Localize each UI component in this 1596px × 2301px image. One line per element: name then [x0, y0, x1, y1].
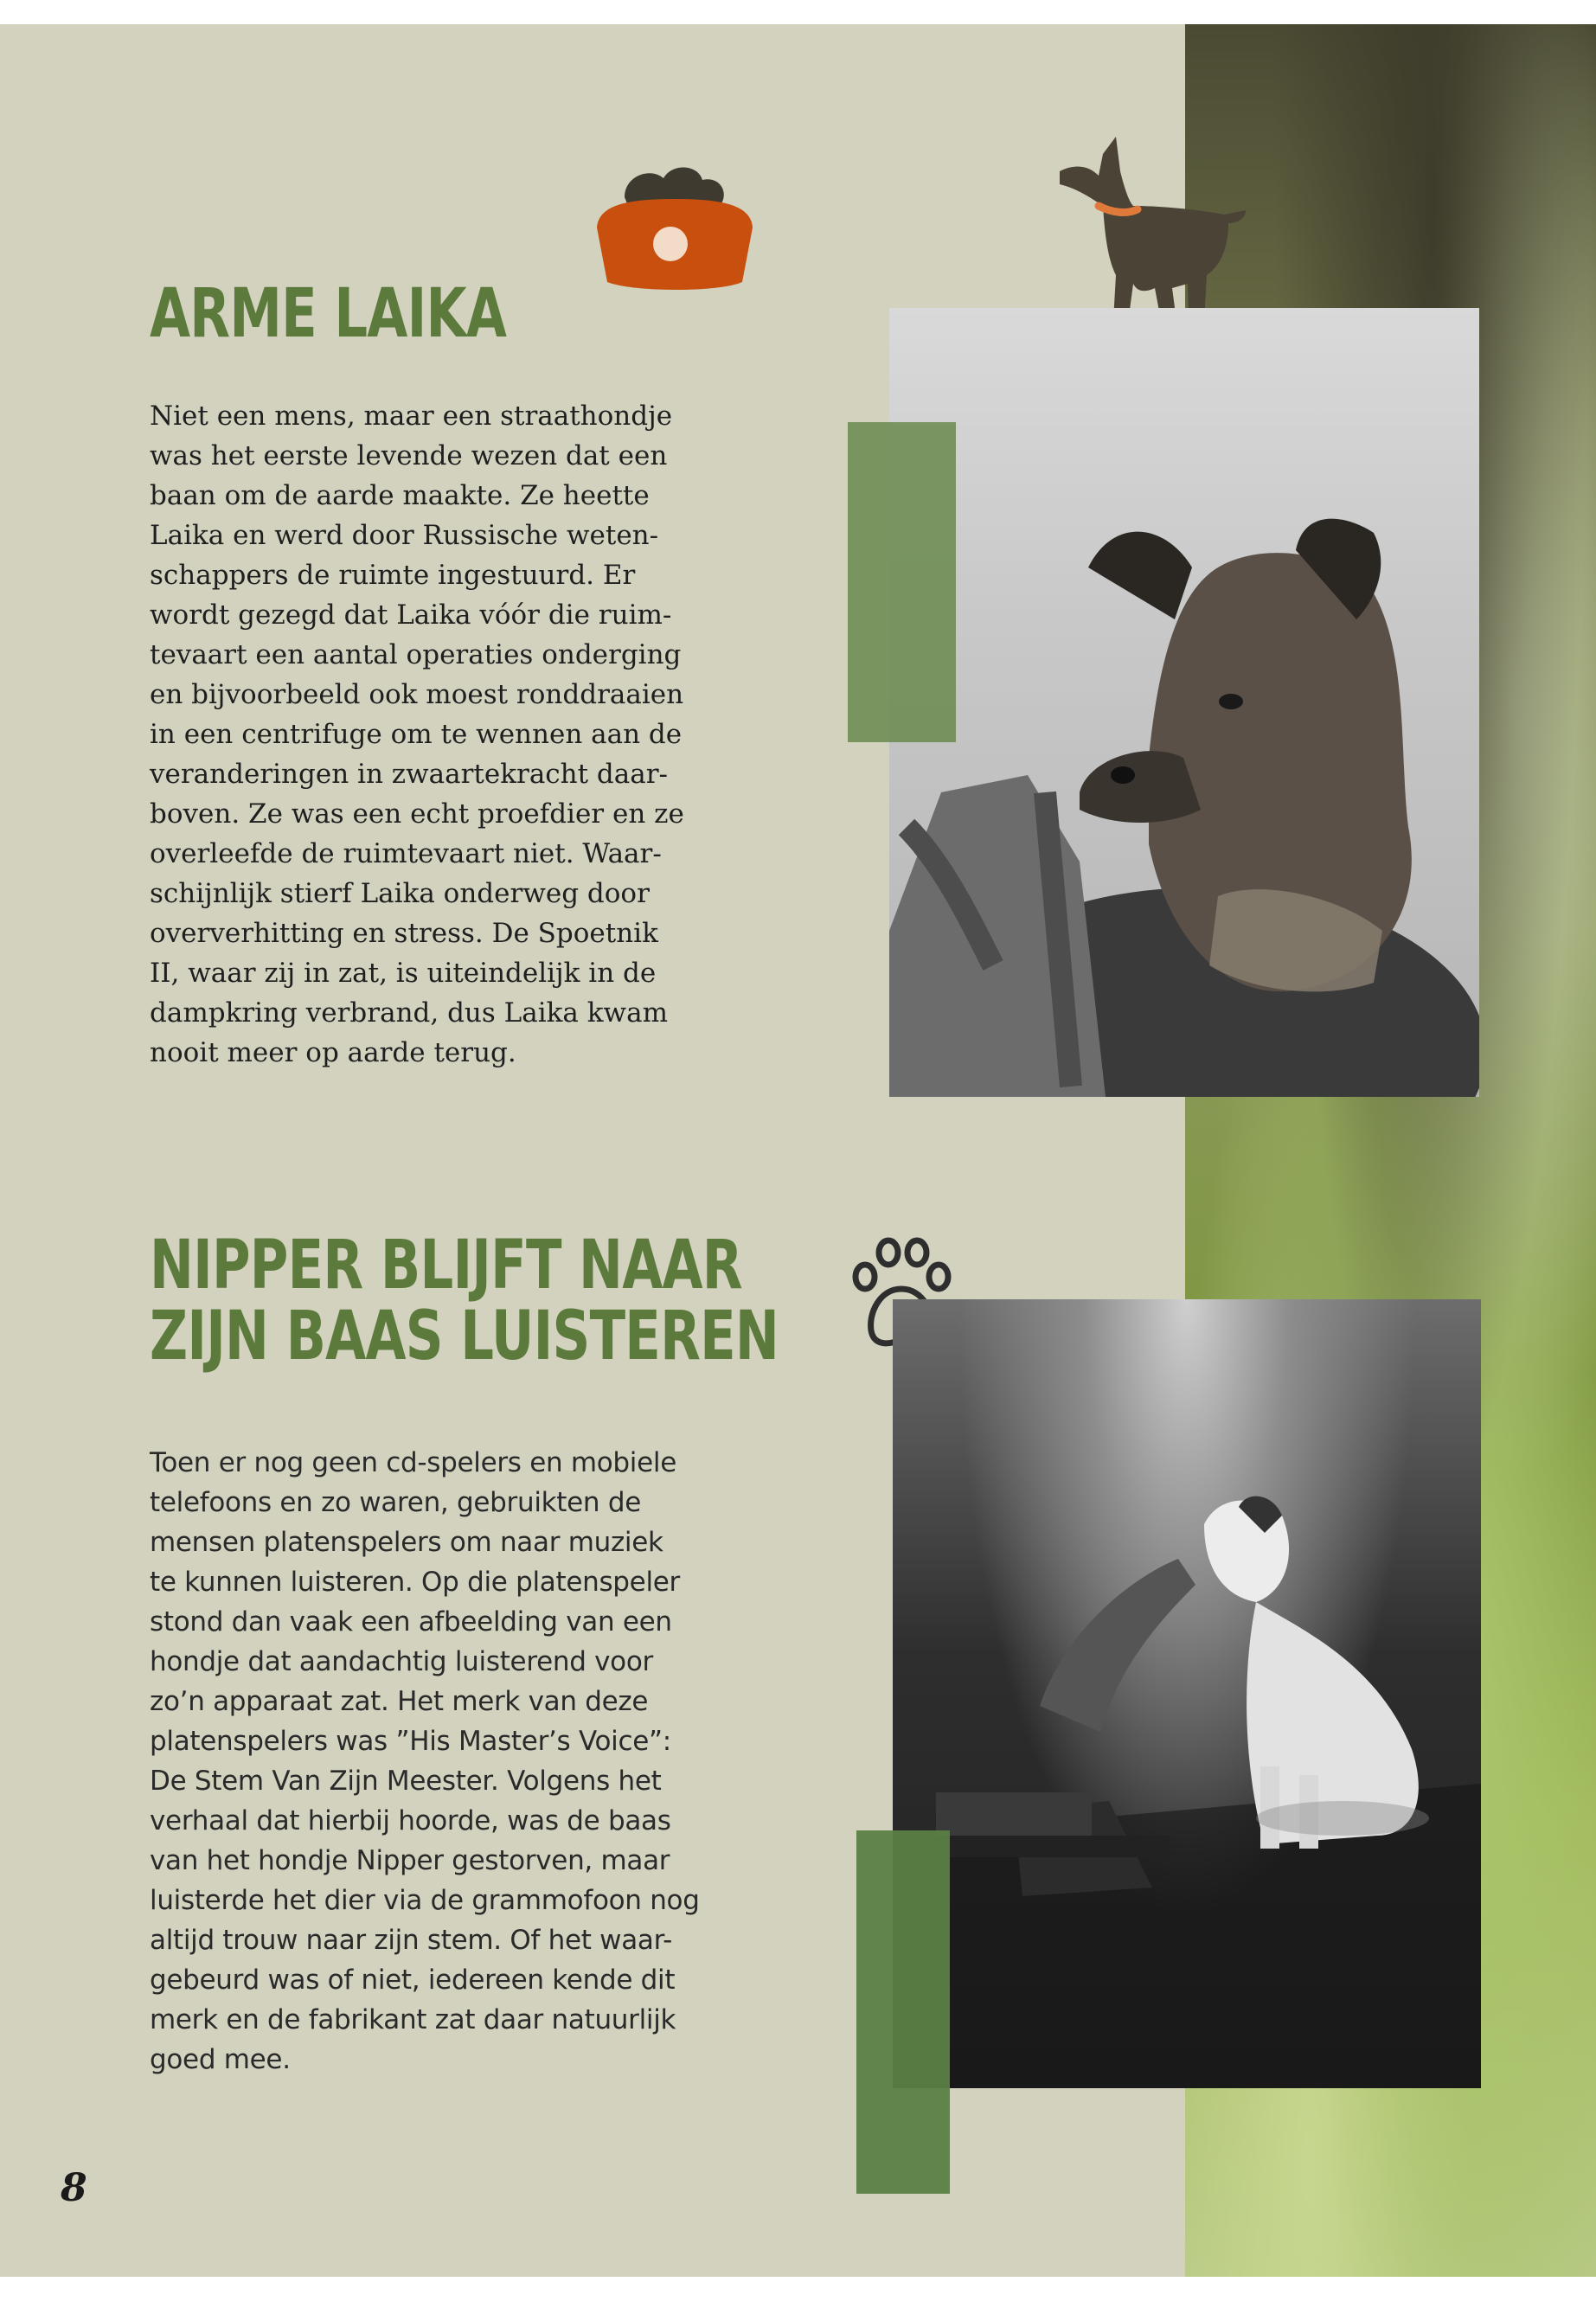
nipper-heading	[150, 1227, 779, 1375]
dog-food-bowl-icon	[590, 145, 760, 297]
nipper-body-text: Toen er nog geen cd-spelers en mobiele telefoons en zo waren, gebruikten de mensen platenspelers om naar muziek te kunnen luisteren. Op die platenspeler stond dan vaak een afbeelding van een hondje dat aandachtig luisterend voor zo’n apparaat zat. Het merk van deze platenspelers was ”His Master’s Voice”: De Stem Van Zijn Meester. Volgens het verhaal dat hierbij hoorde, was de baas van het hondje Nipper gestorven, maar luisterde het dier via de grammofoon nog altijd trouw naar zijn stem. Of het waar- gebeurd was of niet, iedereen kende dit merk en de fabrikant zat daar natuurlijk goed mee.	[150, 1447, 700, 2075]
decorative-tape	[848, 422, 956, 742]
laika-body-text: Niet een mens, maar een straathondje was het eerste levende wezen dat een baan om de aarde maakte. Ze heette Laika en werd door Russische weten- schappers de ruimte ingestuurd. Er wordt gezegd dat Laika vóór die ruim- tevaart een aantal operaties onderging en bijvoorbeeld ook moest ronddraaien in een centrifuge om te wennen aan de veranderingen in zwaartekracht daar- boven. Ze was een echt proefdier en ze overleefde de ruimtevaart niet. Waar- schijnlijk stierf Laika onderweg door oververhitting en stress. De Spoetnik II, waar zij in zat, is uiteindelijk in de dampkring verbrand, dus Laika kwam nooit meer op aarde terug.	[150, 401, 684, 1068]
decorative-tape	[856, 1830, 950, 2194]
page-number: 8	[61, 2166, 87, 2210]
laika-heading: ARME LAIKA	[150, 275, 507, 353]
nipper-heading-line1: NIPPER BLIJFT NAAR	[150, 1227, 742, 1304]
laika-photo	[889, 308, 1479, 1097]
nipper-heading-line2: ZIJN BAAS LUISTEREN	[150, 1297, 779, 1375]
magazine-page	[0, 24, 1596, 2277]
nipper-photo	[893, 1299, 1481, 2088]
